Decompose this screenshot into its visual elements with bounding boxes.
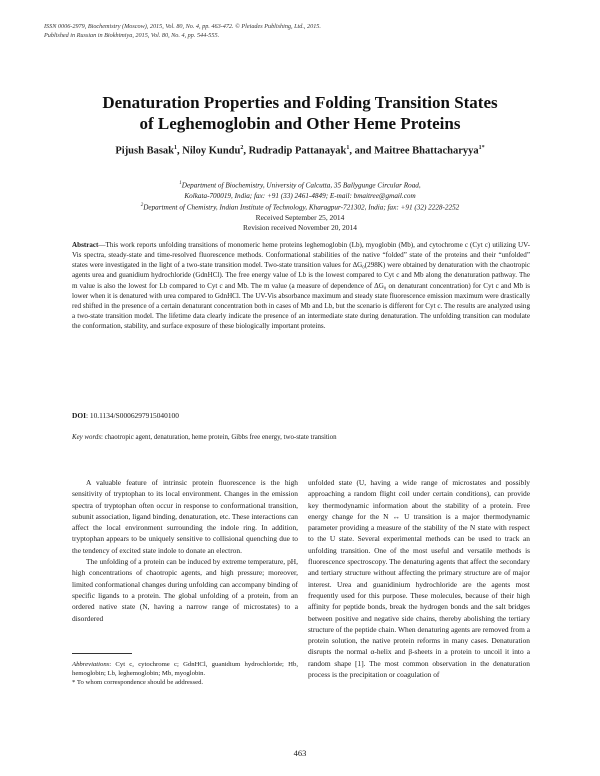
author-name: Maitree Bhattacharyya <box>374 145 479 157</box>
correspondence-footnote: * To whom correspondence should be addressed. <box>72 679 204 687</box>
author-affil-mark: 1* <box>478 145 485 151</box>
affiliation-1-line1: $^1$Department of Biochemistry, University of Calcutta, 35 Ballygunge Circular Road, <box>179 181 421 190</box>
journal-header <box>44 22 564 40</box>
affiliations <box>40 179 560 213</box>
doi-label: DOI <box>72 411 86 420</box>
affiliation-mark: 2 <box>140 203 144 209</box>
journal-header-line1: ISSN 0006-2979, Biochemistry (Moscow), 2015, Vol. 80, No. 4, pp. 463-472. © Pleiades Publishing, Ltd., 2015. <box>44 23 321 30</box>
doi-value[interactable]: : 10.1134/S0006297915040100 <box>85 411 179 420</box>
paper-title <box>40 92 560 134</box>
affiliation-mark: 1 <box>179 181 182 186</box>
footnote-divider <box>72 653 132 654</box>
affiliation-2-line1: $^2$Department of Chemistry, Indian Institute of Technology, Kharagpur-721302, India; fax: +91 (32) 2228-2252 <box>140 203 460 212</box>
doi <box>72 411 179 420</box>
abbreviations-label: Abbreviations <box>72 661 110 668</box>
author-separator: , <box>243 145 249 157</box>
submission-dates <box>40 213 560 233</box>
author-name: Pijush Basak <box>115 145 175 157</box>
abstract-label: Abstract <box>72 241 99 249</box>
keywords-value: : chaotropic agent, denaturation, heme protein, Gibbs free energy, two-state transition <box>101 434 337 441</box>
paper-title-line2: of Leghemoglobin and Other Heme Proteins <box>139 114 461 133</box>
abstract-text: —This work reports unfolding transitions of monomeric heme proteins leghemoglobin (Lb), myoglobin (Mb), and cytochrome c (Cyt c) utilizing UV-Vis spectra, steady-state and time-resolved fluorescence methods. Conformational stabilities of the native “folded” state of the proteins and their “unfolded” states were investigated in the light of a two-state transition model. Two-state transition values for ΔG₀(298K) were obtained by denaturation with the chaotropic agents urea and guanidium hydrochloride (GdnHCl). The free energy value of Lb is the lowest compared to Cyt c and Mb along the denaturation pathway. The m value is also the lowest for Lb compared to Cyt c and Mb. The m value (a measure of dependence of ΔG₀ on denaturant concentration) for Cyt c and Mb is lower when it is denatured with urea compared to GdnHCl. The UV-Vis absorbance maximum and steady state fluorescence emission maximum were drastically red shifted in the presence of a certain denaturant concentration both in cases of Mb and Lb, but the scenario is different for Cyt c. The results are analyzed using a two-state transition model. The lifetime data clearly indicate the presence of an intermediate state during denaturation. The unfolding transition can modulate the conformation, stability, and surface exposure of these biologically important proteins. <box>72 241 530 331</box>
footnotes <box>72 660 298 688</box>
author-affil-mark: 1 <box>346 145 350 151</box>
author-separator: , <box>177 145 183 157</box>
author-list <box>40 145 560 157</box>
author-affil-mark: 1 <box>174 145 178 151</box>
author-name: Niloy Kundu <box>182 145 241 157</box>
body-paragraph: The unfolding of a protein can be induced by extreme temperature, pH, high concentrations of chaotropic agents, and high pressure; moreover, limited conformational changes during unfolding can accompany binding of specific ligands to a protein. The global unfolding of a protein, from an ordered native state (N, having a narrow range of microstates) to a disordered <box>72 557 298 623</box>
paper-title-line1: Denaturation Properties and Folding Transition States <box>102 93 498 112</box>
affiliation-1-line2: Kolkata-700019, India; fax: +91 (33) 2461-4849; E-mail: bmaitree@gmail.com <box>184 191 416 200</box>
abbreviations-text: : Cyt c, cytochrome c; GdnHCl, guanidium hydrochloride; Hb, hemoglobin; Lb, leghemoglobin; Mb, myoglobin. <box>72 661 298 678</box>
abbreviations-footnote <box>72 660 298 678</box>
body-column-right <box>308 477 530 680</box>
body-paragraph: unfolded state (U, having a wide range of microstates and possibly approaching a random flight coil under certain conditions), can provide key thermodynamic information about the stability of a protein. Free energy change for the N ↔ U transition is a major thermodynamic parameter providing a measure of the stability of the N state with respect to the U state. Several experimental methods can be used to track an unfolding transition. One of the most useful and versatile methods is fluorescence spectroscopy. The denaturing agents that affect the secondary and tertiary structure without affecting the primary structure are of major interest. Urea and guanidinium hydrochloride are the agents most frequently used for this purpose. These molecules, because of their high affinity for peptide bonds, break the hydrogen bonds and the salt bridges between positive and negative side chains, thereby abolishing the tertiary structure of the peptide chain. When denaturing agents are removed from a protein solution, the native protein reforms in many cases. Denaturation disrupts the normal α-helix and β-sheets in a protein to uncoil it into a random shape [1]. The most common observation in the denaturation process is the precipitation or coagulation of <box>308 478 530 680</box>
abstract <box>72 240 530 331</box>
keywords <box>72 434 337 441</box>
author-name: Rudradip Pattanayak <box>248 145 347 157</box>
journal-header-line2: Published in Russian in Biokhimiya, 2015, Vol. 80, No. 4, pp. 544-555. <box>44 32 220 39</box>
body-paragraph: A valuable feature of intrinsic protein fluorescence is the high sensitivity of tryptophan to its local environment. Changes in the emission spectra of tryptophan often occur in response to conformational transition, subunit association, ligand binding, denaturation, etc. These interactions can affect the local environment surrounding the indole ring. In addition, tryptophan appears to be uniquely sensitive to collisional quenching due to the tendency of excited state indole to donate an electron. <box>72 478 298 555</box>
author-separator: , and <box>349 145 375 157</box>
received-date: Received September 25, 2014 <box>255 213 345 222</box>
author-affil-mark: 2 <box>240 145 244 151</box>
page-number: 463 <box>293 748 307 758</box>
revised-date: Revision received November 20, 2014 <box>243 223 357 232</box>
body-column-left <box>72 477 298 624</box>
keywords-label: Key words <box>72 434 102 441</box>
